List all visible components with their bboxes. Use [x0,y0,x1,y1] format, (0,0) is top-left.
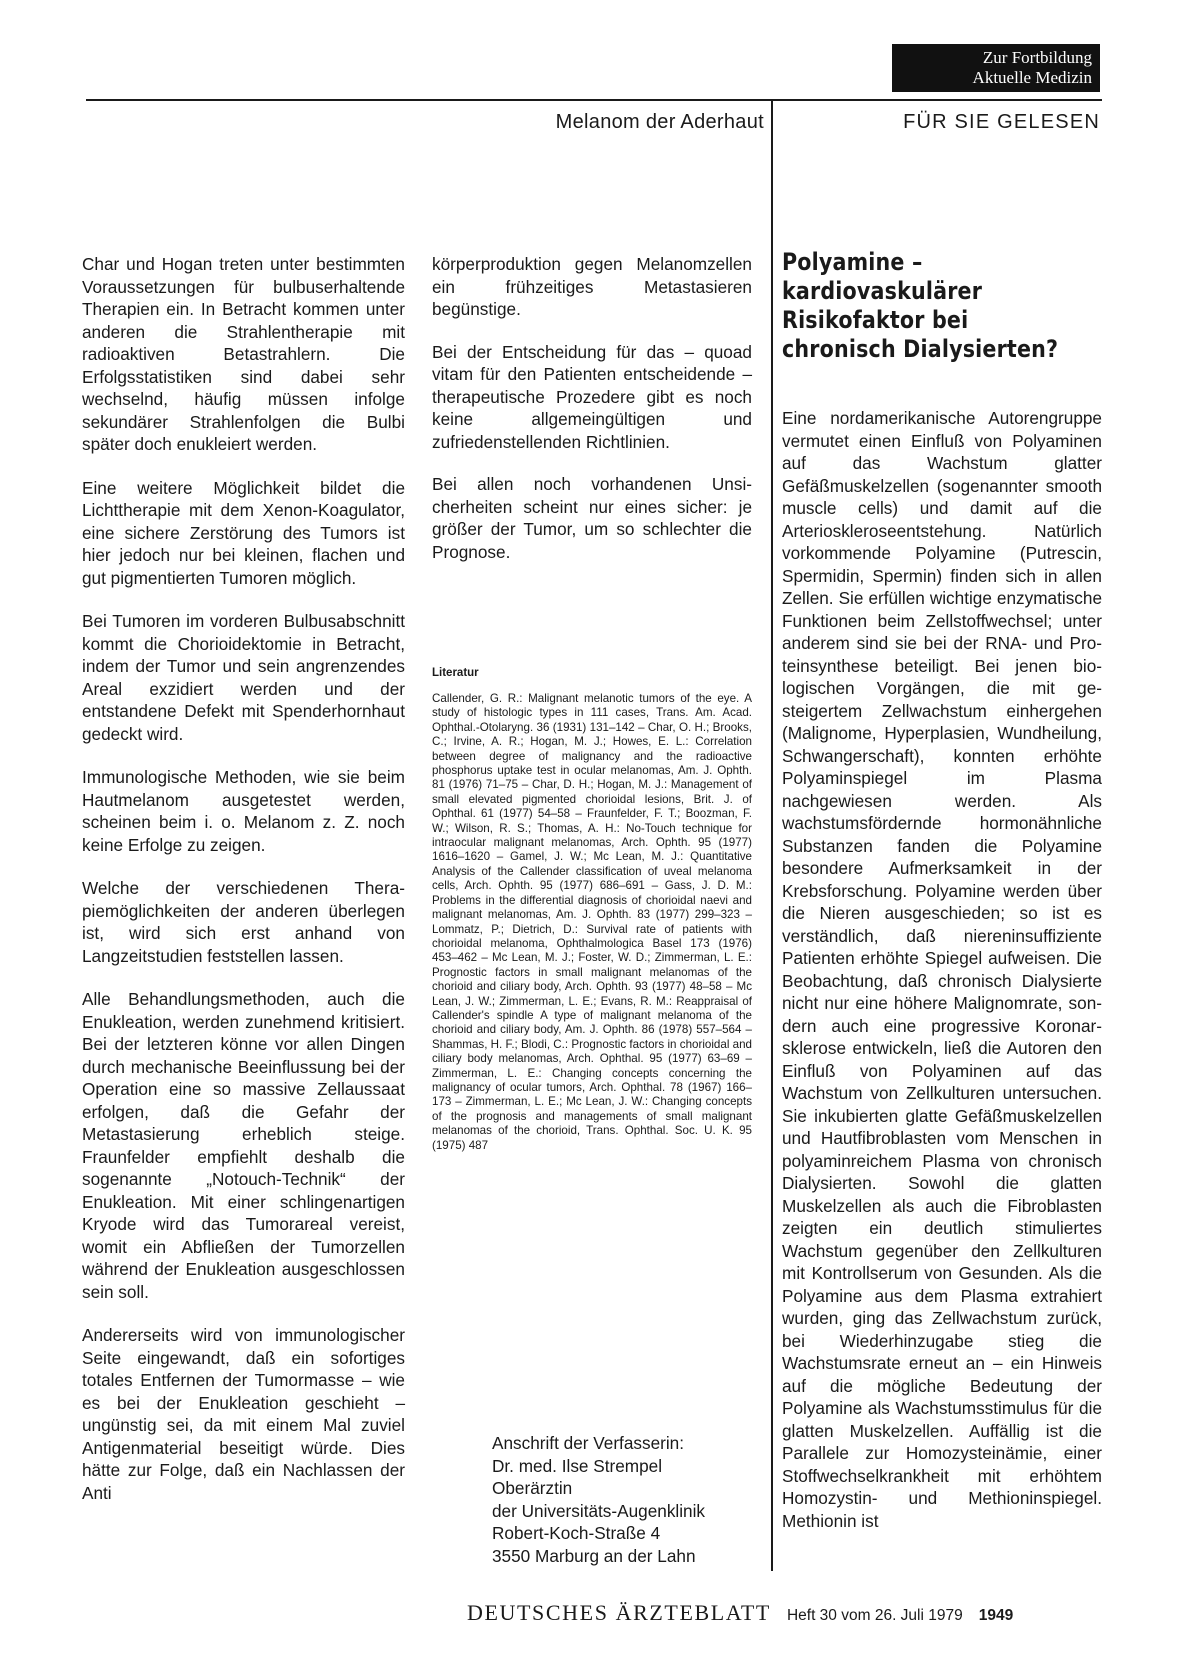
address-line: Oberärztin [492,1478,573,1499]
page-footer [467,1600,1013,1626]
paragraph: Andererseits wird von immunologischer Seite eingewandt, daß ein sofortiges totales Entfernen der Tumormasse – wie es bei der Enukleation geschieht – ungünstig sei, da mit einem Mal zuviel Antigenmaterial beseitigt würde. Dies hätte zur Folge, daß ein Nachlassen der Anti [82,1325,405,1503]
header-rule [86,99,1102,101]
author-address [492,1432,762,1568]
address-line: Robert-Koch-Straße 4 [492,1523,661,1544]
section-title-right: FÜR SIE GELESEN [903,111,1100,133]
badge-line-1: Zur Fortbildung [982,48,1092,67]
paragraph: Bei Tumoren im vorderen Bulbusabschnitt kommt die Chorioidektomie in Betracht, indem der Tumor und sein angrenzendes Areal exzidiert werden und der entstandene Defekt mit Spenderhornhaut gedeckt wird. [82,611,405,744]
article-column-2 [432,253,752,583]
column-divider [771,99,773,1571]
journal-name: DEUTSCHES ÄRZTEBLATT [467,1600,771,1625]
address-line: 3550 Marburg an der Lahn [492,1545,696,1566]
paragraph: Char und Hogan treten unter bestimmten Voraussetzungen für bulbuserhaltende Therapien ein. In Betracht kommen unter anderen die Strahlentherapie mit radioaktiven Betastrahlern. Die Erfolgsstatistiken sind dabei sehr wechselnd, häufig müssen infolge sekundärer Strahlenfolgen die Bulbi später doch enukleiert werden. [82,254,405,454]
paragraph: Immunologische Methoden, wie sie beim Hautmelanom ausgetestet werden, scheinen beim i. o. Melanom z. Z. noch keine Erfolge zu zeigen. [82,767,405,855]
paragraph: Welche der verschiedenen Therapiemöglichkeiten der anderen überlegen ist, wird sich erst anhand von Langzeitstudien feststellen lassen. [82,878,405,966]
paragraph: Bei der Entscheidung für das – quoad vitam für den Patienten entscheidende – therapeutische Prozedere gibt es noch keine allgemeingültigen und zufriedenstellenden Richtlinien. [432,341,752,452]
article-column-3 [782,407,1102,1553]
literature-references: Callender, G. R.: Malignant melanotic tumors of the eye. A study of histologic types in 111 cases, Trans. Am. Acad. Ophthal.-Otolaryng. 36 (1931) 131–142 – Char, O. H.; Brooks, C.; Irvine, A. R.; Hogan, M. J.; Howes, E. L.: Correlation between degree of malignancy and the radioactive phosphorus uptake test in ocular melanomas, Am. J. Ophth. 81 (1976) 71–75 – Char, D. H.; Hogan, M. J.: Management of small elevated pigmented chorioidal lesions, Brit. J. of Ophthal. 61 (1977) 54–58 – Fraunfelder, F. T.; Boozman, F. W.; Wilson, R. S.; Thomas, A. H.: No-Touch technique for intraocular malignant melanomas, Arch. Ophth. 95 (1977) 1616–1620 – Gamel, J. W.; Mc Lean, M. J.: Quantitative Analysis of the Callender classification of uveal melanoma cells, Arch. Ophth. 95 (1977) 686–691 – Gass, J. D. M.: Problems in the differential diagnosis of chorioidal naevi and malignant melanomas, Am. J. Ophth. 83 (1977) 299–323 – Lommatz, P.; Dietrich, D.: Survival rate of patients with chorioidal melanoma, Ophthalmologica Basel 173 (1976) 453–462 – Mc Lean, M. J.; Foster, W. D.; Zimmerman, L. E.: Prognostic factors in small malignant melanomas of the chorioid and ciliary body, Arch. Ophth. 93 (1977) 48–58 – Mc Lean, J. W.; Zimmerman, L. E.; Evans, R. M.: Reappraisal of Callender's spindle A type of malignant melanoma of the chorioid and ciliary body, Am. J. Ophth. 86 (1978) 557–564 – Shammas, H. F.; Blodi, C.: Prognostic factors in chorioidal and ciliary body melanomas, Arch. Ophthal. 95 (1977) 63–69 – Zimmerman, L. E.: Changing concepts concerning the malignancy of ocular tumors, Arch. Ophthal. 78 (1967) 166–173 – Zimmerman, L. E.; Mc Lean, J. W.: Changing concepts of the prognosis and managements of small malignant melanomas of the chorioid, Trans. Ophthal. Soc. U. K. 95 (1975) 487 [432,692,752,1152]
headline-line: Polyamine – [782,248,923,276]
paragraph: Eine weitere Möglichkeit bildet die Lichttherapie mit dem Xenon-Koagulator, eine sichere Zerstörung des Tumors ist hier jedoch nur bei kleinen, flachen und gut pigmentierten Tumoren möglich. [82,477,405,588]
badge-line-2: Aktuelle Medizin [972,68,1092,87]
paragraph: Eine nordamerikanische Autorengruppe vermutet einen Einfluß von Polyaminen auf das Wachstum glatter Gefäßmuskelzellen (sogenannter smooth muscle cells) und damit auf die Arterioskleroseentstehung. Natürlich vorkommende Polyamine (Putrescin, Spermidin, Spermin) finden sich in allen Zellen. Sie erfüllen wichtige enzymatische Funktionen beim Zellstoffwechsel; unter anderem sind sie bei der RNA- und Proteinsynthese beteiligt. Bei jenen biologischen Vorgängen, die mit gesteigertem Zellwachstum einhergehen (Malignome, Hyperplasien, Wundheilung, Schwangerschaft), konnten erhöhte Polyaminspiegel im Plasma nachgewiesen werden. Als wachstumsfördernde hormonähnliche Substanzen fanden die Polyamine besondere Aufmerksamkeit in der Krebsforschung. Polyamine werden über die Nieren ausgeschieden; so ist es verständlich, daß niereninsuffiziente Patienten erhöhte Spiegel aufweisen. Die Beobachtung, daß chronisch Dialysierte nicht nur eine höhere Malignomrate, sondern auch eine progressive Koronarsklerose entwickeln, ließ die Autoren den Einfluß von Polyaminen auf das Wachstum von Zellkulturen untersuchen. Sie inkubierten glatte Gefäßmuskelzellen und Hautfibroblasten vom Menschen in polyaminreichem Plasma von chronisch Dialysierten. Sowohl die glatten Muskelzellen als auch die Fibroblasten zeigten ein deutlich stimuliertes Wachstum gegenüber den Zellkulturen mit Kontrollserum von Gesunden. Als die Polyamine aus dem Plasma extrahiert wurden, ging das Zellwachstum zurück, bei Wiederhinzugabe stieg die Wachstumsrate erneut an – ein Hinweis auf die mögliche Bedeutung der Polyamine als Wachstumsstimulus für die glatten Muskelzellen. Auffällig ist die Parallele zur Homozysteinämie, einer Stoffwechselkrankheit mit erhöhtem Homozystin- und Methioninspiegel. Methionin ist [782,408,1102,1531]
section-title-left: Melanom der Aderhaut [555,111,764,133]
issue-info: Heft 30 vom 26. Juli 1979 [786,1607,963,1624]
address-line: Dr. med. Ilse Strempel [492,1455,663,1476]
paragraph: Alle Behandlungsmethoden, auch die Enukleation, werden zunehmend kritisiert. Bei der letzteren könne vor allen Dingen durch mechanische Beeinflussung bei der Operation eine so massive Zellaussaat erfolgen, daß die Gefahr der Metastasierung erheblich steige. Fraunfelder empfiehlt deshalb die sogenannte „Notouch-Technik“ der Enukleation. Mit einer schlingenartigen Kryode wird das Tumorareal vereist, womit ein Abfließen der Tumorzellen während der Enukleation ausgeschlossen sein soll. [82,989,405,1302]
headline-line: chronisch Dialysierten? [782,335,1059,363]
article-column-1 [82,253,405,1525]
address-line: der Universitäts-Augenklinik [492,1500,706,1521]
literature-heading: Literatur [432,667,479,679]
paragraph: Bei allen noch vorhandenen Unsicherheiten scheint nur eines sicher: je größer der Tumor, um so schlechter die Prognose. [432,474,752,562]
page-number: 1949 [978,1607,1014,1624]
address-line: Anschrift der Verfasserin: [492,1433,685,1453]
paragraph: körperproduktion gegen Melanomzellen ein frühzeitiges Metastasieren begünstige. [432,254,752,319]
headline-line: Risikofaktor bei [782,306,969,334]
article-headline [782,248,1102,364]
headline-line: kardiovaskulärer [782,277,983,305]
section-badge [892,44,1100,92]
